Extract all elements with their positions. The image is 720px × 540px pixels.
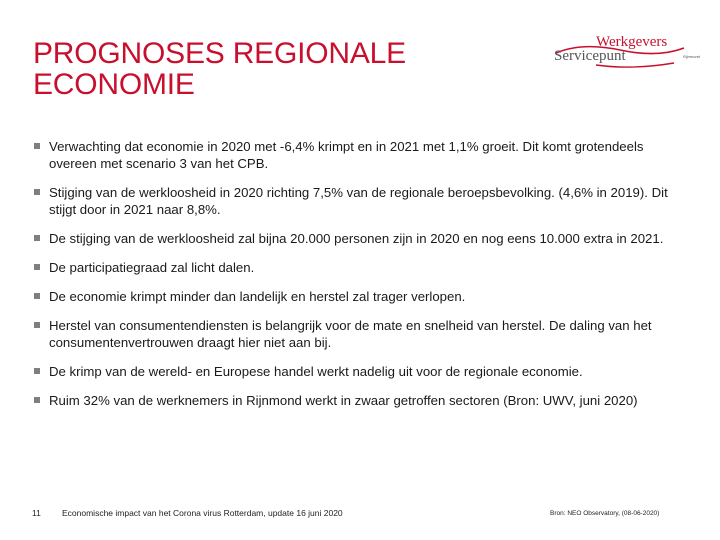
bullet-item-consumer-services: Herstel van consumentendiensten is belangrijk voor de mate en snelheid van herstel. De daling van het consumentenvertrouwen draagt hier niet aan bij. — [33, 317, 693, 351]
page-title-line-2: ECONOMIE — [33, 68, 195, 101]
logo-text-region: Rijnmond — [683, 54, 700, 59]
footer-presentation-title: Economische impact van het Corona virus Rotterdam, update 16 juni 2020 — [62, 508, 343, 518]
logo-text-servicepunt: Servicepunt — [554, 48, 626, 64]
logo-text-werkgevers: Werkgevers — [596, 34, 668, 50]
bullet-item-unemployment-persons: De stijging van de werkloosheid zal bijna 20.000 personen zijn in 2020 en nog eens 10.000 extra in 2021. — [33, 230, 693, 247]
page-title — [33, 38, 453, 100]
werkgevers-servicepunt-logo — [552, 34, 700, 74]
bullet-item-economic-forecast: Verwachting dat economie in 2020 met -6,4% krimpt en in 2021 met 1,1% groeit. Dit komt grotendeels overeen met scenario 3 van het CPB. — [33, 138, 693, 172]
page-title-line-1: PROGNOSES REGIONALE — [33, 37, 406, 70]
bullet-item-unemployment-rise: Stijging van de werkloosheid in 2020 richting 7,5% van de regionale beroepsbevolking. (4,6% in 2019). Dit stijgt door in 2021 naar 8,8%. — [33, 184, 693, 218]
footer-source: Bron: NEO Observatory, (08-06-2020) — [550, 510, 660, 517]
bullet-item-economy-contraction: De economie krimpt minder dan landelijk en herstel zal trager verlopen. — [33, 288, 693, 305]
bullet-item-participation-rate: De participatiegraad zal licht dalen. — [33, 259, 693, 276]
bullet-item-affected-sectors: Ruim 32% van de werknemers in Rijnmond werkt in zwaar getroffen sectoren (Bron: UWV, juni 2020) — [33, 392, 693, 409]
bullet-list — [33, 138, 693, 421]
bullet-item-trade-decline: De krimp van de wereld- en Europese handel werkt nadelig uit voor de regionale economie. — [33, 363, 693, 380]
page-number: 11 — [32, 508, 41, 518]
